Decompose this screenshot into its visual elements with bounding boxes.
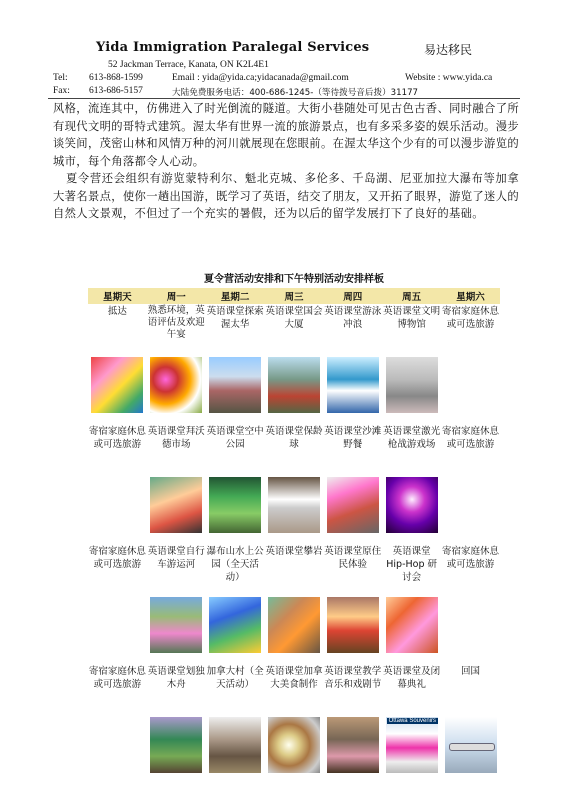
fax-number: 613-686-5157	[89, 86, 143, 96]
activity-cell: 英语课堂拜沃德市场	[147, 426, 205, 450]
week-4-activities	[88, 665, 500, 715]
activity-cell: 英语课堂探索渥太华	[206, 306, 264, 330]
activity-cell: 回国	[461, 666, 481, 677]
activity-cell: 英语课堂自行车游运河	[147, 546, 205, 570]
week-3-photos	[88, 595, 500, 655]
tel-number: 613-868-1599	[89, 73, 143, 83]
activity-cell: 寄宿家庭休息或可选旅游	[442, 426, 500, 450]
week-4-photos	[88, 715, 500, 775]
day-header: 周四	[323, 288, 382, 305]
classroom-photo	[91, 357, 143, 413]
week-1-activities	[88, 305, 500, 356]
activity-cell: 英语课堂攀岩	[265, 546, 323, 557]
activity-cell: 英语课堂 Hip-Hop 研讨会	[386, 546, 438, 583]
fax-label: Fax:	[53, 86, 70, 96]
canoe-photo	[150, 717, 202, 773]
activity-cell: 英语课堂沙滩野餐	[324, 426, 382, 450]
day-header: 星期二	[206, 288, 265, 305]
parliament-photo	[268, 357, 320, 413]
activity-cell: 加拿大村（全天活动）	[206, 666, 264, 690]
laser-tag-photo	[386, 477, 438, 533]
intro-text	[53, 100, 519, 223]
letterhead	[0, 0, 562, 100]
schedule-title: 夏令营活动安排和下午特别活动安排样板	[204, 274, 384, 285]
activity-cell: 英语课堂保龄球	[265, 426, 323, 450]
week-1-photos	[88, 355, 500, 415]
day-header: 星期天	[88, 288, 147, 305]
activity-cell: 英语课堂及闭幕典礼	[383, 666, 441, 690]
day-header: 周三	[265, 288, 324, 305]
museum-photo	[386, 357, 438, 413]
aboriginal-photo	[327, 597, 379, 653]
activity-cell: 瀑布山水上公园（全天活动）	[206, 546, 264, 583]
airplane-photo	[445, 717, 497, 773]
bowling-photo	[268, 477, 320, 533]
cycling-photo	[150, 597, 202, 653]
climbing-photo	[268, 597, 320, 653]
schedule-header-row	[88, 288, 500, 305]
day-header: 周一	[147, 288, 206, 305]
food-photo	[150, 357, 202, 413]
activity-cell: 英语课堂游泳冲浪	[324, 306, 382, 330]
souvenir-sign: Ottawa Souvenirs	[388, 718, 436, 724]
activity-cell: 抵达	[107, 306, 127, 317]
activity-cell: 英语课堂空中公园	[206, 426, 264, 450]
activity-cell: 寄宿家庭休息或可选旅游	[88, 666, 146, 690]
treetop-park-photo	[209, 477, 261, 533]
company-name: Yida Immigration Paralegal Services	[96, 40, 370, 55]
activity-cell: 英语课堂激光枪战游戏场	[383, 426, 441, 450]
activity-cell: 英语课堂国会大厦	[265, 306, 323, 330]
company-name-cn: 易达移民	[424, 43, 473, 57]
activity-cell: 寄宿家庭休息或可选旅游	[88, 546, 146, 570]
header-divider	[48, 98, 520, 99]
activity-cell: 熟悉环境，英语评估及欢迎午宴	[147, 305, 205, 340]
airplane-icon	[449, 743, 495, 751]
cookies-photo	[268, 717, 320, 773]
activity-cell: 寄宿家庭休息或可选旅游	[442, 546, 500, 570]
water-park-photo	[209, 597, 261, 653]
week-3-activities	[88, 545, 500, 595]
hiphop-photo	[386, 597, 438, 653]
company-address: 52 Jackman Terrace, Kanata, ON K2L4E1	[108, 60, 269, 70]
week-2-photos	[88, 475, 500, 535]
activity-cell: 寄宿家庭休息或可选旅游	[442, 306, 500, 330]
activity-cell: 英语课堂划独木舟	[147, 666, 205, 690]
paragraph-tours: 夏令营还会组织有游览蒙特利尔、魁北克城、多伦多、千岛湖、尼亚加拉大瀑布等加拿大著名景点，使你一趟出国游，既学习了英语，结交了朋友，又开拓了眼界，游览了迷人的自然人文景观，不但过了一个充实的暑假，还为以后的留学发展打下了良好的基础。	[53, 172, 519, 220]
schedule-table	[88, 288, 500, 775]
activity-cell: 英语课堂原住民体验	[324, 546, 382, 570]
activity-cell: 英语课堂文明博物馆	[383, 306, 441, 330]
email-address[interactable]: Email : yida@yida.ca;yidacanada@gmail.com	[172, 73, 349, 83]
music-drama-photo	[327, 717, 379, 773]
paragraph-ottawa: 风格，流连其中，仿佛进入了时光倒流的隧道。大街小巷随处可见古色古香、同时融合了所有现代文明的哥特式建筑。渥太华有世界一流的旅游景点，也有多采多姿的娱乐活动。漫步谈笑间，茂密山林和风情万种的河川就展现在您眼前。在渥太华这个少有的可以漫步游览的城市，每个角落都令人心动。	[53, 102, 519, 168]
hotline-number: 大陆免费服务电话：400-686-1245-（等待拨号音后拨）31177	[172, 88, 419, 98]
market-photo	[150, 477, 202, 533]
souvenir-photo	[386, 717, 438, 773]
day-header: 星期六	[441, 288, 500, 305]
activity-cell: 寄宿家庭休息或可选旅游	[88, 426, 146, 450]
activity-cell: 英语课堂教学音乐和戏剧节	[324, 666, 382, 690]
village-photo	[209, 717, 261, 773]
website-link[interactable]: Website : www.yida.ca	[405, 73, 493, 83]
activity-cell: 英语课堂加拿大美食制作	[265, 666, 323, 690]
swimming-photo	[327, 357, 379, 413]
picnic-photo	[327, 477, 379, 533]
day-header: 周五	[382, 288, 441, 305]
week-2-activities	[88, 425, 500, 475]
city-photo	[209, 357, 261, 413]
tel-label: Tel:	[53, 73, 68, 83]
